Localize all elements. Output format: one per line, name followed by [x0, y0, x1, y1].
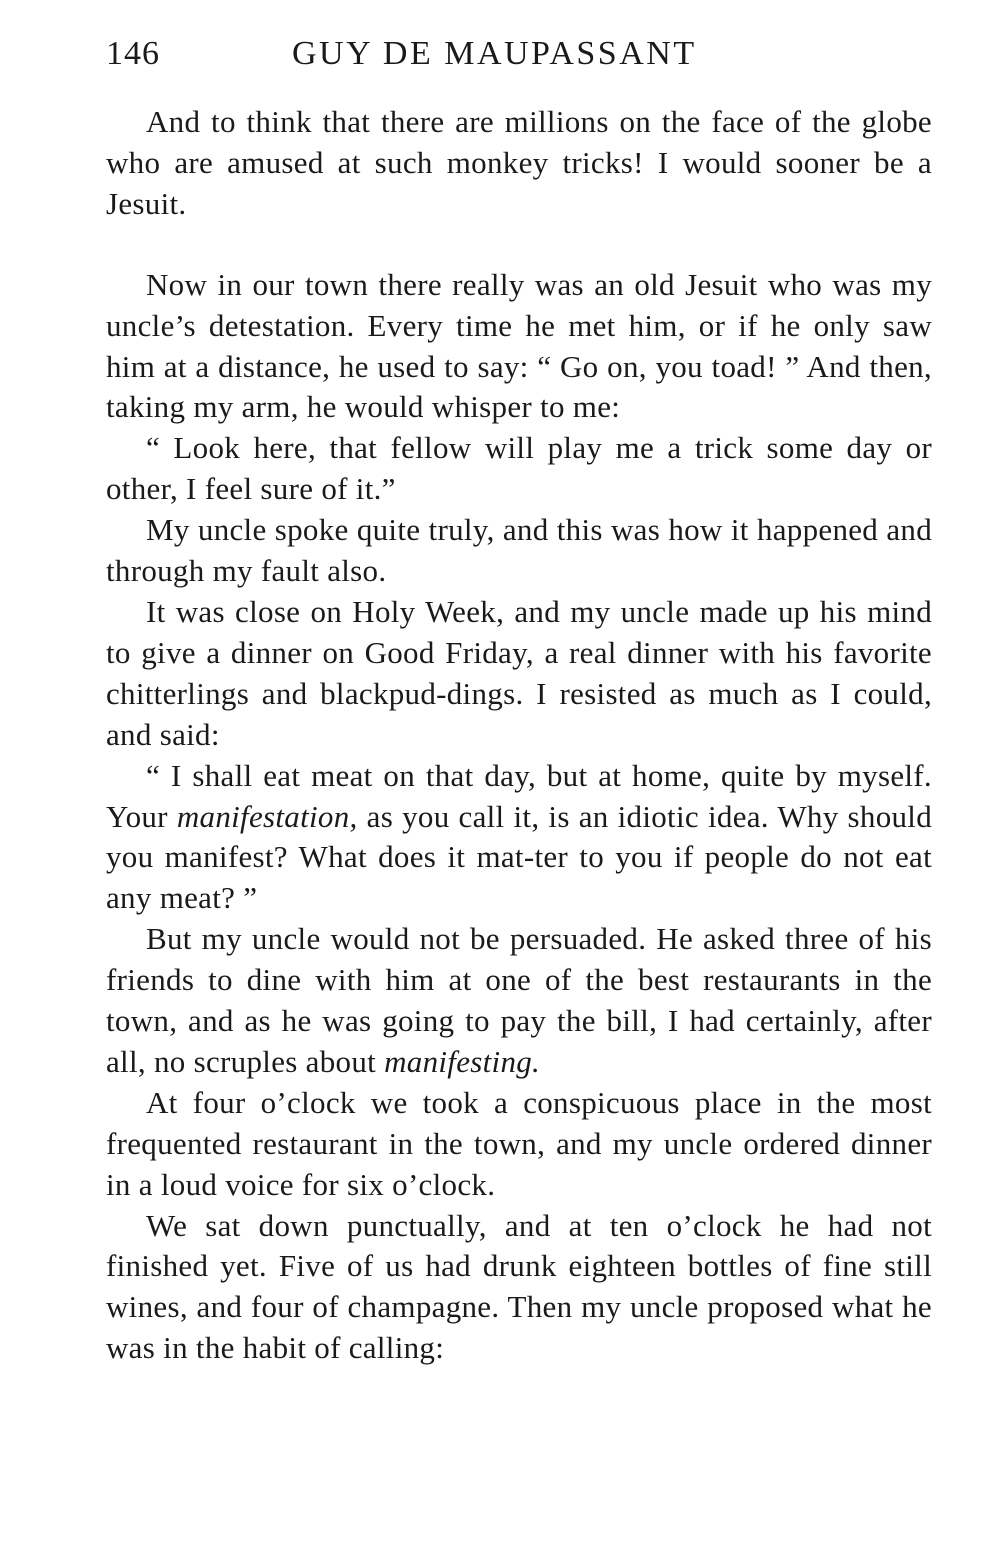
paragraph-3: “ Look here, that fellow will play me a trick some day or other, I feel sure of it.” [106, 430, 932, 507]
paragraph-6-tail: as you call it, is an idiotic idea. Why should you manifest? What does it mat-ter to you if people do not eat any meat? ” [106, 798, 933, 916]
paragraph-5: It was close on Holy Week, and my uncle made up his mind to give a dinner on Good Friday, a real dinner with his favorite chitterlings and blackpud-dings. I resisted as much as I could, and said: [106, 593, 932, 752]
running-head [106, 28, 932, 80]
paragraph-4: My uncle spoke quite truly, and this was how it happened and through my fault also. [106, 512, 932, 589]
body-text [106, 102, 932, 1369]
running-title: GUY DE MAUPASSANT [292, 35, 697, 72]
paragraph-6 [106, 756, 932, 920]
italic-manifesting: manifesting. [384, 1043, 541, 1079]
paragraph-7 [106, 919, 932, 1083]
paragraph-6-lead: “ I shall eat meat on that day, but at home, quite by myself. Your [106, 757, 932, 834]
paragraph-8: At four o’clock we took a conspicuous place in the most frequented restaurant in the town, and my uncle ordered dinner in a loud voice for six o’clock. [106, 1084, 932, 1202]
book-page [106, 28, 932, 1369]
italic-manifestation: manifestation, [176, 798, 358, 834]
page-number: 146 [106, 35, 160, 72]
paragraph-9: We sat down punctually, and at ten o’clock he had not finished yet. Five of us had drunk eighteen bottles of fine still wines, and four of champagne. Then my uncle proposed what he was in the habit of calling: [106, 1207, 932, 1366]
paragraph-2: Now in our town there really was an old Jesuit who was my uncle’s detestation. Every time he met him, or if he only saw him at a distance, he used to say: “ Go on, you toad! ” And then, taking my arm, he would whisper to me: [106, 266, 932, 425]
paragraph-1: And to think that there are millions on the face of the globe who are amused at such monkey tricks! I would sooner be a Jesuit. [106, 104, 932, 221]
paragraph-7-lead: But my uncle would not be persuaded. He asked three of his friends to dine with him at one of the best restaurants in the town, and as he was going to pay the bill, I had certainly, after all, no scruples about [106, 921, 932, 1079]
